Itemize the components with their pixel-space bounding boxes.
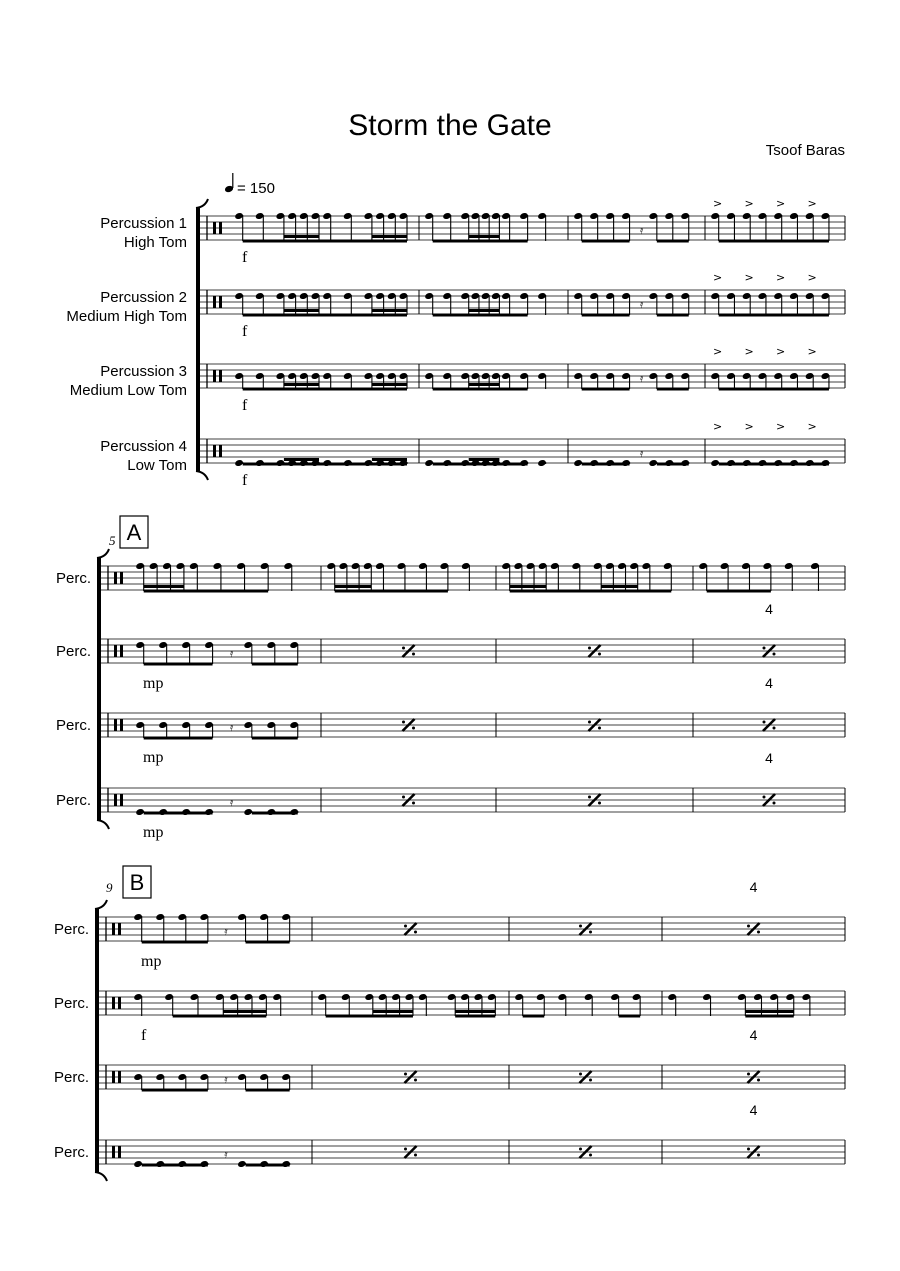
measure bbox=[234, 372, 408, 389]
clef-bar bbox=[120, 719, 123, 731]
measure-repeat-dot bbox=[414, 931, 417, 934]
accent-mark: > bbox=[744, 271, 754, 284]
clef-bar bbox=[219, 222, 222, 234]
clef-bar bbox=[213, 222, 216, 234]
measure-repeat-dot bbox=[763, 647, 766, 650]
repeat-count: 4 bbox=[749, 879, 758, 895]
measure bbox=[234, 459, 408, 467]
bracket-hook bbox=[196, 199, 208, 208]
measure-repeat-dot bbox=[747, 1073, 750, 1076]
repeat-count: 4 bbox=[765, 601, 773, 617]
accent-mark: > bbox=[807, 271, 817, 284]
clef-bar bbox=[219, 296, 222, 308]
sixteenth-rest-icon: 𝄿 bbox=[639, 447, 644, 460]
measure-number: 9 bbox=[106, 880, 113, 895]
staff bbox=[100, 420, 845, 489]
staff bbox=[54, 879, 845, 970]
measure-repeat-dot bbox=[402, 796, 405, 799]
sixteenth-rest-icon: 𝄿 bbox=[639, 298, 644, 311]
measure-repeat-dot bbox=[402, 721, 405, 724]
measure bbox=[135, 641, 299, 664]
measure-repeat-dot bbox=[414, 1079, 417, 1082]
sixteenth-rest-icon: 𝄿 bbox=[224, 1148, 228, 1161]
measure-repeat-dot bbox=[588, 796, 591, 799]
clef-bar bbox=[114, 572, 117, 584]
dynamic-marking: mp bbox=[141, 953, 162, 970]
measure-repeat-dot bbox=[579, 1148, 582, 1151]
measure-repeat-dot bbox=[404, 1073, 407, 1076]
accent-mark: > bbox=[744, 420, 754, 433]
measure-repeat-dot bbox=[757, 931, 760, 934]
instrument-subname: Medium Low Tom bbox=[69, 382, 187, 399]
clef-bar bbox=[112, 997, 115, 1009]
clef-bar bbox=[114, 794, 117, 806]
composer-name: Tsoof Baras bbox=[765, 142, 845, 159]
dynamic-marking: mp bbox=[143, 749, 164, 766]
measure-number: 5 bbox=[109, 533, 116, 548]
clef-bar bbox=[118, 997, 121, 1009]
repeat-count: 4 bbox=[749, 1027, 758, 1043]
instrument-name: Perc. bbox=[53, 995, 89, 1012]
measure-repeat-dot bbox=[757, 1154, 760, 1157]
repeat-count: 4 bbox=[765, 675, 773, 691]
sixteenth-rest-icon: 𝄿 bbox=[639, 224, 644, 237]
measure-repeat-dot bbox=[589, 931, 592, 934]
accent-mark: > bbox=[744, 197, 754, 210]
system-bracket bbox=[196, 208, 200, 471]
measure-repeat-dot bbox=[763, 721, 766, 724]
repeat-count: 4 bbox=[749, 1102, 758, 1118]
measure-repeat-dot bbox=[588, 647, 591, 650]
clef-bar bbox=[213, 370, 216, 382]
sixteenth-rest-icon: 𝄿 bbox=[224, 1073, 228, 1086]
rehearsal-letter: B bbox=[129, 870, 145, 895]
staff bbox=[100, 197, 845, 266]
system-bracket bbox=[95, 909, 99, 1172]
tempo-marking bbox=[224, 173, 275, 197]
measure-repeat-dot bbox=[763, 796, 766, 799]
sixteenth-rest-icon: 𝄿 bbox=[229, 721, 234, 734]
instrument-name: Perc. bbox=[55, 643, 91, 660]
system bbox=[54, 866, 845, 1181]
sixteenth-rest-icon: 𝄿 bbox=[229, 796, 234, 809]
accent-mark: > bbox=[776, 197, 786, 210]
accent-mark: > bbox=[807, 345, 817, 358]
dynamic-marking: f bbox=[242, 472, 248, 489]
system bbox=[56, 516, 845, 841]
quarter-note-icon bbox=[224, 173, 234, 193]
dynamic-marking: mp bbox=[143, 675, 164, 692]
measure-repeat-dot bbox=[598, 653, 601, 656]
instrument-name: Perc. bbox=[53, 1069, 89, 1086]
clef-bar bbox=[114, 645, 117, 657]
clef-bar bbox=[213, 445, 216, 457]
clef-bar bbox=[120, 645, 123, 657]
measure bbox=[317, 993, 496, 1016]
staff bbox=[56, 601, 845, 692]
system-bracket bbox=[97, 558, 101, 820]
rehearsal-letter: A bbox=[126, 520, 142, 545]
dynamic-marking: f bbox=[242, 397, 248, 414]
measure bbox=[514, 993, 641, 1016]
clef-bar bbox=[112, 1146, 115, 1158]
measure-repeat-dot bbox=[412, 727, 415, 730]
measure-repeat-dot bbox=[773, 727, 776, 730]
measure-repeat-dot bbox=[412, 653, 415, 656]
accent-mark: > bbox=[713, 345, 723, 358]
clef-bar bbox=[120, 794, 123, 806]
staff bbox=[56, 675, 845, 766]
measure bbox=[424, 292, 546, 315]
measure-repeat-dot bbox=[579, 1073, 582, 1076]
dynamic-marking: f bbox=[242, 323, 248, 340]
clef-bar bbox=[219, 445, 222, 457]
instrument-subname: Low Tom bbox=[127, 457, 187, 474]
staff bbox=[54, 1027, 845, 1090]
measure-repeat-dot bbox=[579, 925, 582, 928]
measure bbox=[573, 292, 690, 315]
measure-repeat-dot bbox=[589, 1154, 592, 1157]
measure bbox=[667, 993, 811, 1016]
clef-bar bbox=[219, 370, 222, 382]
instrument-name: Percussion 1 bbox=[100, 215, 187, 232]
measure-repeat-dot bbox=[773, 802, 776, 805]
measure bbox=[763, 675, 776, 731]
measure-repeat-dot bbox=[747, 1148, 750, 1151]
accent-mark: > bbox=[776, 420, 786, 433]
clef-bar bbox=[213, 296, 216, 308]
accent-mark: > bbox=[776, 271, 786, 284]
measure bbox=[424, 372, 546, 389]
bracket-hook bbox=[95, 1172, 107, 1181]
dynamic-marking: f bbox=[141, 1027, 147, 1044]
instrument-name: Perc. bbox=[53, 921, 89, 938]
measure-repeat-dot bbox=[402, 647, 405, 650]
instrument-name: Perc. bbox=[55, 792, 91, 809]
clef-bar bbox=[118, 923, 121, 935]
clef-bar bbox=[112, 1071, 115, 1083]
instrument-name: Percussion 4 bbox=[100, 438, 187, 455]
accent-mark: > bbox=[713, 197, 723, 210]
instrument-name: Perc. bbox=[53, 1144, 89, 1161]
instrument-name: Percussion 3 bbox=[100, 363, 187, 380]
bracket-hook bbox=[95, 900, 107, 909]
clef-bar bbox=[118, 1071, 121, 1083]
measure-repeat-dot bbox=[747, 925, 750, 928]
dynamic-marking: f bbox=[242, 249, 248, 266]
sixteenth-rest-icon: 𝄿 bbox=[224, 925, 228, 938]
accent-mark: > bbox=[776, 345, 786, 358]
accent-mark: > bbox=[807, 197, 817, 210]
measure bbox=[763, 601, 776, 657]
measure bbox=[133, 993, 282, 1016]
measure-repeat-dot bbox=[598, 802, 601, 805]
staff bbox=[56, 562, 845, 591]
bracket-hook bbox=[97, 820, 109, 829]
clef-bar bbox=[120, 572, 123, 584]
systems bbox=[54, 197, 845, 1181]
measure bbox=[710, 420, 830, 467]
bracket-hook bbox=[97, 549, 109, 558]
accent-mark: > bbox=[744, 345, 754, 358]
measure-repeat-dot bbox=[598, 727, 601, 730]
staff bbox=[54, 1102, 845, 1168]
clef-bar bbox=[112, 923, 115, 935]
system bbox=[66, 197, 845, 489]
measure-repeat-dot bbox=[589, 1079, 592, 1082]
instrument-subname: Medium High Tom bbox=[66, 308, 187, 325]
measure-repeat-dot bbox=[757, 1079, 760, 1082]
measure bbox=[573, 372, 690, 389]
measure bbox=[135, 721, 299, 738]
measure-repeat-dot bbox=[412, 802, 415, 805]
clef-bar bbox=[118, 1146, 121, 1158]
measure-repeat-dot bbox=[404, 1148, 407, 1151]
measure-repeat-dot bbox=[414, 1154, 417, 1157]
measure bbox=[234, 292, 408, 315]
instrument-name: Perc. bbox=[55, 717, 91, 734]
measure bbox=[747, 879, 760, 935]
measure bbox=[747, 1102, 760, 1158]
measure-repeat-dot bbox=[404, 925, 407, 928]
accent-mark: > bbox=[807, 420, 817, 433]
accent-mark: > bbox=[713, 420, 723, 433]
measure-repeat-dot bbox=[588, 721, 591, 724]
measure bbox=[747, 1027, 760, 1083]
measure-repeat-dot bbox=[773, 653, 776, 656]
staff bbox=[54, 991, 845, 1044]
instrument-subname: High Tom bbox=[123, 234, 187, 251]
tempo-text: = 150 bbox=[237, 180, 275, 197]
bracket-hook bbox=[196, 471, 208, 480]
rehearsal-mark bbox=[120, 516, 148, 548]
staff bbox=[56, 750, 845, 841]
staff bbox=[66, 271, 845, 340]
clef-bar bbox=[114, 719, 117, 731]
repeat-count: 4 bbox=[765, 750, 773, 766]
score-title: Storm the Gate bbox=[348, 109, 552, 142]
measure bbox=[133, 1073, 290, 1090]
instrument-name: Percussion 2 bbox=[100, 289, 187, 306]
sixteenth-rest-icon: 𝄿 bbox=[229, 647, 234, 660]
measure bbox=[763, 750, 776, 806]
sixteenth-rest-icon: 𝄿 bbox=[639, 372, 644, 385]
accent-mark: > bbox=[713, 271, 723, 284]
instrument-name: Perc. bbox=[55, 570, 91, 587]
rehearsal-mark bbox=[123, 866, 151, 898]
staff bbox=[70, 345, 845, 414]
dynamic-marking: mp bbox=[143, 824, 164, 841]
